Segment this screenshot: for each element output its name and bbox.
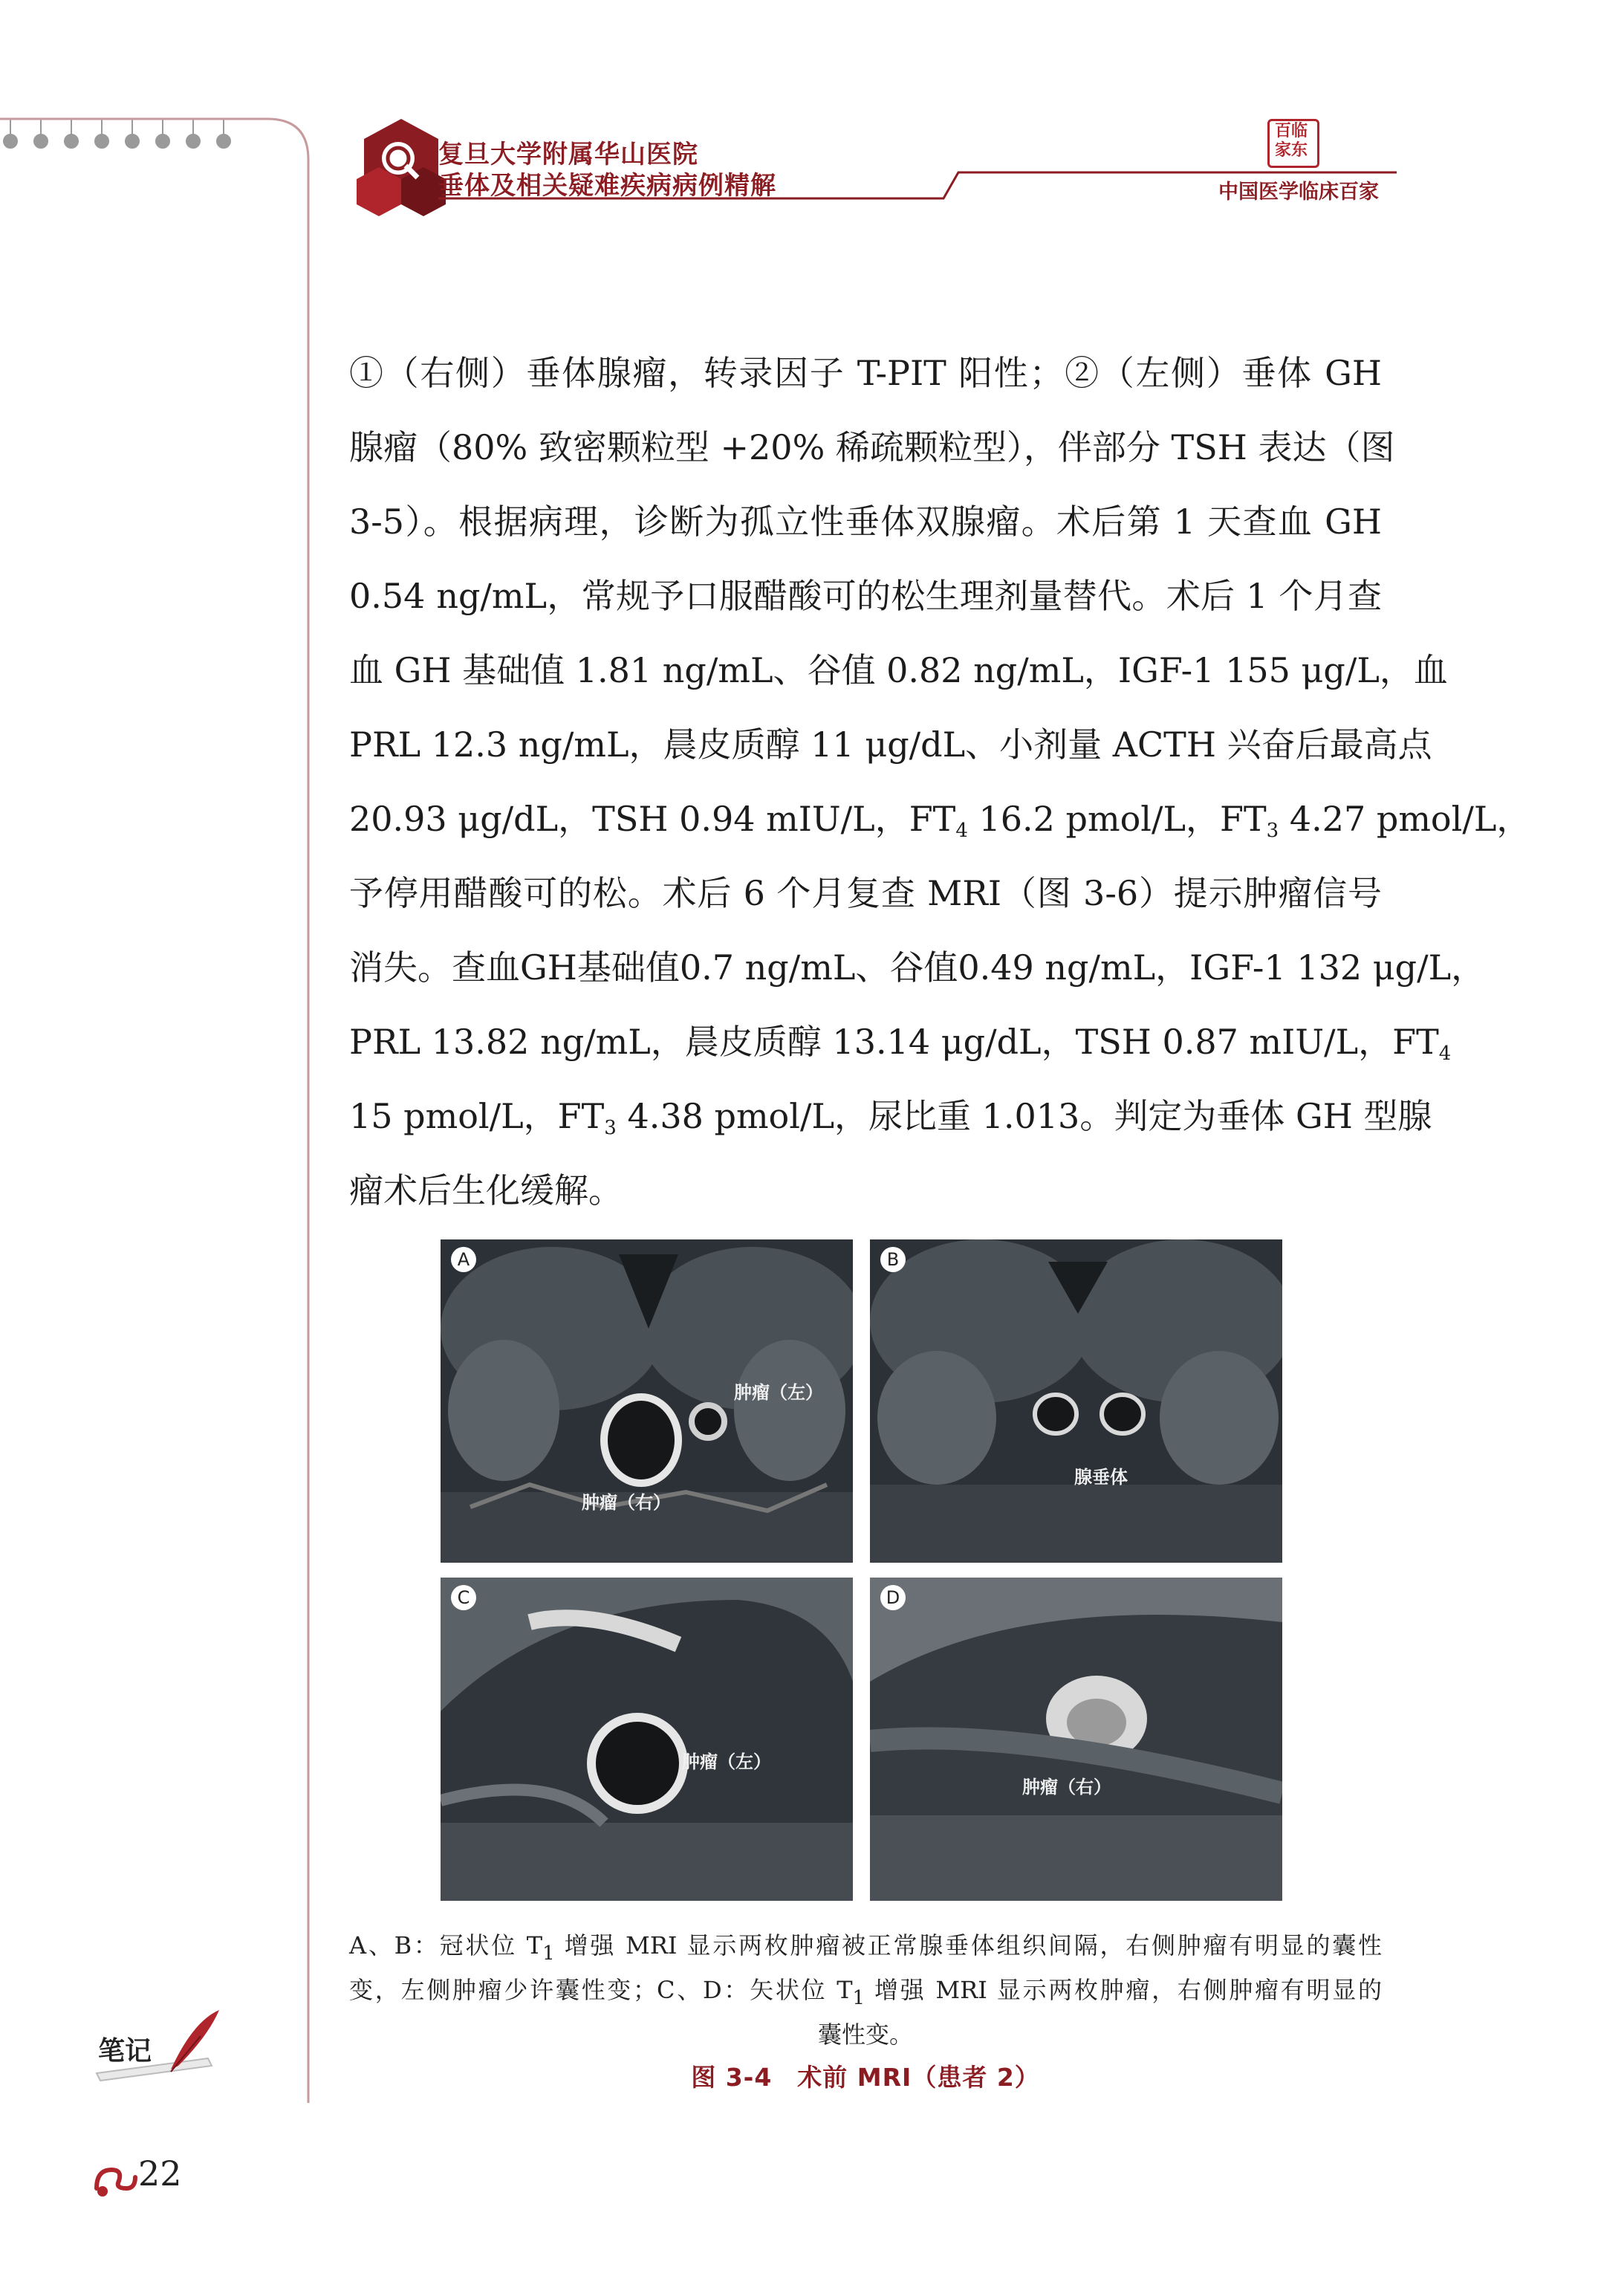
- body-line: 腺瘤（80% 致密颗粒型 +20% 稀疏颗粒型），伴部分 TSH 表达（图: [349, 427, 1395, 467]
- annotation-adenohypophysis: 腺垂体: [1074, 1467, 1128, 1488]
- mri-coronal-image-b: [870, 1239, 1282, 1563]
- page-ornament-icon: [89, 2159, 141, 2200]
- mri-panel-b: [870, 1239, 1282, 1563]
- mri-panel-a: [441, 1239, 853, 1563]
- panel-label-d: D: [880, 1585, 906, 1610]
- panel-label-b: B: [880, 1247, 906, 1272]
- caption-line-3: 囊性变。: [817, 2020, 913, 2049]
- seal-text: 百临家东: [1274, 122, 1308, 160]
- figure-title: 图 3-4 术前 MRI（患者 2）: [691, 2063, 1040, 2092]
- notes-label: 笔记: [98, 2035, 152, 2067]
- body-line: 20.93 μg/dL，TSH 0.94 mIU/L，$FT_4$ 16.2 pmol/L，$FT_3$ 4.27 pmol/L，: [349, 799, 1531, 842]
- panel-label-a: A: [451, 1247, 476, 1272]
- body-line: PRL 12.3 ng/mL，晨皮质醇 11 μg/dL、小剂量 ACTH 兴奋后最高点: [349, 725, 1432, 765]
- mri-sagittal-image-c: [441, 1578, 853, 1901]
- body-line: 消失。查血GH基础值0.7 ng/mL、谷值0.49 ng/mL，IGF-1 132 μg/L，: [349, 947, 1486, 988]
- annotation-tumor-left: 肿瘤（左）: [682, 1751, 771, 1772]
- body-line: 0.54 ng/mL，常规予口服醋酸可的松生理剂量替代。术后 1 个月查: [349, 576, 1382, 616]
- body-text: [349, 336, 1531, 1228]
- annotation-tumor-left: 肿瘤（左）: [734, 1382, 823, 1403]
- header-book-title: 垂体及相关疑难疾病病例精解: [438, 171, 776, 201]
- body-line: 瘤术后生化缓解。: [349, 1170, 623, 1210]
- header-hospital-name: 复旦大学附属华山医院: [438, 140, 698, 169]
- body-line: ①（右侧）垂体腺瘤，转录因子 T-PIT 阳性；②（左侧）垂体 GH: [349, 353, 1382, 393]
- page-number: 22: [138, 2153, 182, 2194]
- annotation-tumor-right: 肿瘤（右）: [1022, 1777, 1111, 1798]
- mri-panel-c: [441, 1578, 853, 1901]
- body-line: 15 pmol/L，$FT_3$ 4.38 pmol/L，尿比重 1.013。判定为垂体 GH 型腺: [349, 1096, 1432, 1139]
- panel-label-c: C: [451, 1585, 476, 1610]
- header-series-name: 中国医学临床百家: [1218, 181, 1379, 204]
- body-line: 予停用醋酸可的松。术后 6 个月复查 MRI（图 3-6）提示肿瘤信号: [349, 873, 1382, 913]
- annotation-tumor-right: 肿瘤（右）: [582, 1492, 671, 1513]
- mri-sagittal-image-d: [870, 1578, 1282, 1901]
- caption-line-2: 变，左侧肿瘤少许囊性变；C、D：矢状位 $T_1$ 增强 MRI 显示两枚肿瘤，右侧肿瘤有明显的: [349, 1976, 1382, 2009]
- hexagon-logo-icon: [349, 115, 453, 227]
- body-line: 血 GH 基础值 1.81 ng/mL、谷值 0.82 ng/mL，IGF-1 155 μg/L，血: [349, 650, 1448, 690]
- figure-caption: [349, 1923, 1382, 2057]
- caption-line-1: A、B：冠状位 $T_1$ 增强 MRI 显示两枚肿瘤被正常腺垂体组织间隔，右侧肿瘤有明显的囊性: [349, 1931, 1382, 1965]
- body-line: PRL 13.82 ng/mL，晨皮质醇 13.14 μg/dL，TSH 0.87 mIU/L，$FT_4$: [349, 1022, 1452, 1065]
- page-margin-line: [0, 111, 327, 2103]
- mri-panel-d: [870, 1578, 1282, 1901]
- body-line: 3-5）。根据病理，诊断为孤立性垂体双腺瘤。术后第 1 天查血 GH: [349, 502, 1382, 542]
